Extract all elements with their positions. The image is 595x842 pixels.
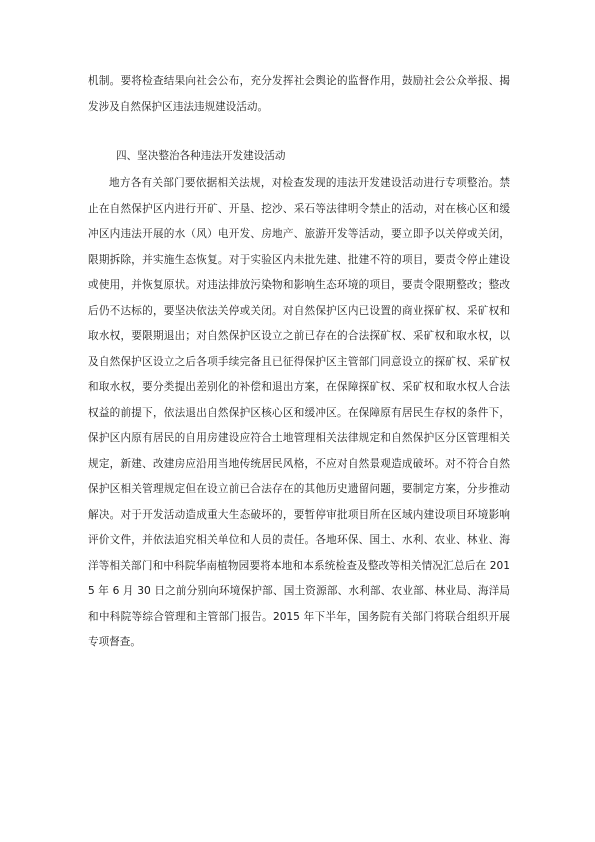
main-paragraph: 地方各有关部门要依据相关法规，对检查发现的违法开发建设活动进行专项整治。禁止在自然保护区内进行开矿、开垦、挖沙、采石等法律明令禁止的活动，对在核心区和缓冲区内违法开展的水（风）电开发、房地产、旅游开发等活动，要立即予以关停或关闭，限期拆除，并实施生态恢复。对于实验区内未批先建、批建不符的项目，要责令停止建设或使用，并恢复原状。对违法排放污染物和影响生态环境的项目，要责令限期整改；整改后仍不达标的，要坚决依法关停或关闭。对自然保护区内已设置的商业探矿权、采矿权和取水权，要限期退出；对自然保护区设立之前已存在的合法探矿权、采矿权和取水权，以及自然保护区设立之后各项手续完备且已征得保护区主管部门同意设立的探矿权、采矿权和取水权，要分类提出差别化的补偿和退出方案，在保障探矿权、采矿权和取水权人合法权益的前提下，依法退出自然保护区核心区和缓冲区。在保障原有居民生存权的条件下，保护区内原有居民的自用房建设应符合土地管理相关法律规定和自然保护区分区管理相关规定，新建、改建房应沿用当地传统居民风格，不应对自然景观造成破坏。对不符合自然保护区相关管理规定但在设立前已合法存在的其他历史遗留问题，要制定方案，分步推动解决。对于开发活动造成重大生态破坏的，要暂停审批项目所在区域内建设项目环境影响评价文件，并依法追究相关单位和人员的责任。各地环保、国土、水利、农业、林业、海洋等相关部门和中科院华南植物园要将本地和本系统检查及整改等相关情况汇总后在 2015 年 6 月 30 日之前分别向环境保护部、国土资源部、水利部、农业部、林业局、海洋局和中科院等综合管理和主管部门报告。2015 年下半年，国务院有关部门将联合组织开展专项督查。 (88, 177, 510, 648)
section-heading: 四、坚决整治各种违法开发建设活动 (116, 150, 286, 162)
continued-paragraph: 机制。要将检查结果向社会公布，充分发挥社会舆论的监督作用，鼓励社会公众举报、揭发涉及自然保护区违法违规建设活动。 (88, 75, 510, 113)
